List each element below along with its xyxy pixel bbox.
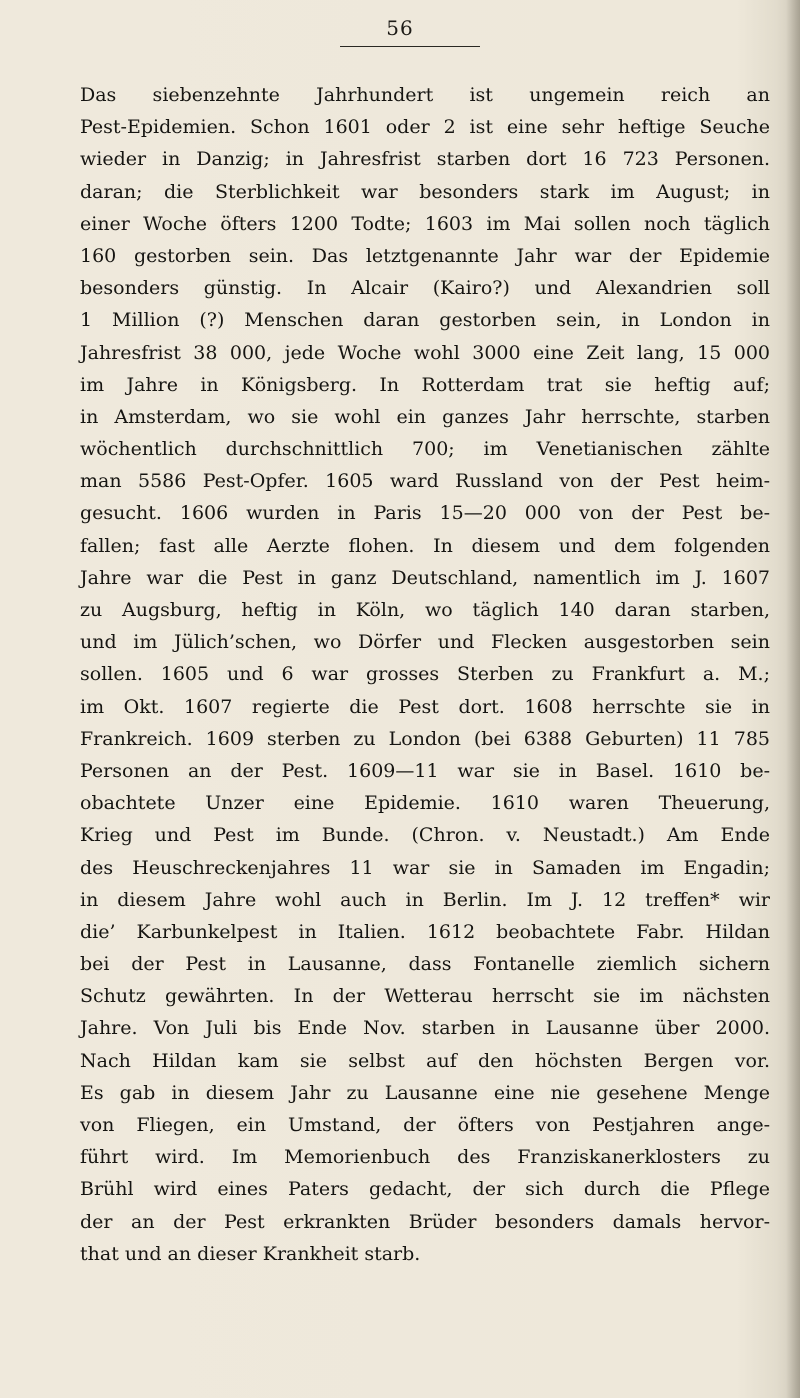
- text-line: in Amsterdam, wo sie wohl ein ganzes Jahr herrschte, starben: [80, 405, 770, 428]
- text-line: Brühl wird eines Paters gedacht, der sich durch die Pflege: [80, 1178, 770, 1201]
- body-text: [80, 79, 770, 1270]
- text-line: daran; die Sterblichkeit war besonders stark im August; in: [80, 180, 770, 203]
- text-line: von Fliegen, ein Umstand, der öfters von Pestjahren ange-: [80, 1114, 770, 1136]
- text-line: der an der Pest erkrankten Brüder besonders damals hervor-: [80, 1210, 770, 1233]
- text-line: Jahre. Von Juli bis Ende Nov. starben in Lausanne über 2000.: [80, 1017, 770, 1040]
- text-line: Krieg und Pest im Bunde. (Chron. v. Neustadt.) Am Ende: [80, 824, 770, 847]
- page-number: 56: [386, 16, 414, 40]
- text-line: Personen an der Pest. 1609—11 war sie in Basel. 1610 be-: [80, 759, 770, 782]
- text-line: Es gab in diesem Jahr zu Lausanne eine nie gesehene Menge: [80, 1081, 770, 1104]
- page-edge-shadow: [786, 0, 800, 1398]
- text-line: Nach Hildan kam sie selbst auf den höchsten Bergen vor.: [80, 1049, 770, 1072]
- text-line: im Jahre in Königsberg. In Rotterdam trat sie heftig auf;: [80, 373, 770, 396]
- text-line: einer Woche öfters 1200 Todte; 1603 im Mai sollen noch täglich: [80, 212, 770, 235]
- text-line: in diesem Jahre wohl auch in Berlin. Im J. 12 treffen* wir: [80, 888, 770, 911]
- text-line: die’ Karbunkelpest in Italien. 1612 beobachtete Fabr. Hildan: [80, 920, 770, 943]
- text-line: bei der Pest in Lausanne, dass Fontanelle ziemlich sichern: [80, 953, 770, 976]
- text-line: Pest-Epidemien. Schon 1601 oder 2 ist eine sehr heftige Seuche: [80, 116, 770, 139]
- text-line: obachtete Unzer eine Epidemie. 1610 waren Theuerung,: [80, 792, 770, 815]
- text-line: führt wird. Im Memorienbuch des Franziskanerklosters zu: [80, 1146, 770, 1169]
- text-line: Jahresfrist 38 000, jede Woche wohl 3000 eine Zeit lang, 15 000: [80, 341, 770, 364]
- page-number-rule: [340, 46, 480, 47]
- text-line: Das siebenzehnte Jahrhundert ist ungemein reich an: [80, 84, 770, 106]
- text-line: Frankreich. 1609 sterben zu London (bei 6388 Geburten) 11 785: [80, 727, 770, 750]
- text-line: 1 Million (?) Menschen daran gestorben sein, in London in: [80, 309, 770, 332]
- text-line: im Okt. 1607 regierte die Pest dort. 1608 herrschte sie in: [80, 695, 770, 718]
- text-line: und im Jülich’schen, wo Dörfer und Flecken ausgestorben sein: [80, 631, 770, 654]
- text-line: that und an dieser Krankheit starb.: [80, 1242, 421, 1265]
- text-line: Jahre war die Pest in ganz Deutschland, namentlich im J. 1607: [80, 566, 770, 589]
- text-line: wieder in Danzig; in Jahresfrist starben dort 16 723 Personen.: [80, 148, 770, 171]
- text-line: gesucht. 1606 wurden in Paris 15—20 000 von der Pest be-: [80, 502, 770, 525]
- text-line: wöchentlich durchschnittlich 700; im Venetianischen zählte: [80, 438, 770, 461]
- text-line: Schutz gewährten. In der Wetterau herrscht sie im nächsten: [80, 985, 770, 1008]
- text-line: 160 gestorben sein. Das letztgenannte Jahr war der Epidemie: [80, 244, 770, 267]
- text-line: sollen. 1605 und 6 war grosses Sterben zu Frankfurt a. M.;: [80, 663, 770, 686]
- text-line: fallen; fast alle Aerzte flohen. In diesem und dem folgenden: [80, 534, 770, 557]
- text-line: besonders günstig. In Alcair (Kairo?) und Alexandrien soll: [80, 277, 770, 300]
- text-line: des Heuschreckenjahres 11 war sie in Samaden im Engadin;: [80, 856, 770, 879]
- text-line: man 5586 Pest-Opfer. 1605 ward Russland von der Pest heim-: [80, 470, 770, 493]
- text-line: zu Augsburg, heftig in Köln, wo täglich 140 daran starben,: [80, 599, 770, 621]
